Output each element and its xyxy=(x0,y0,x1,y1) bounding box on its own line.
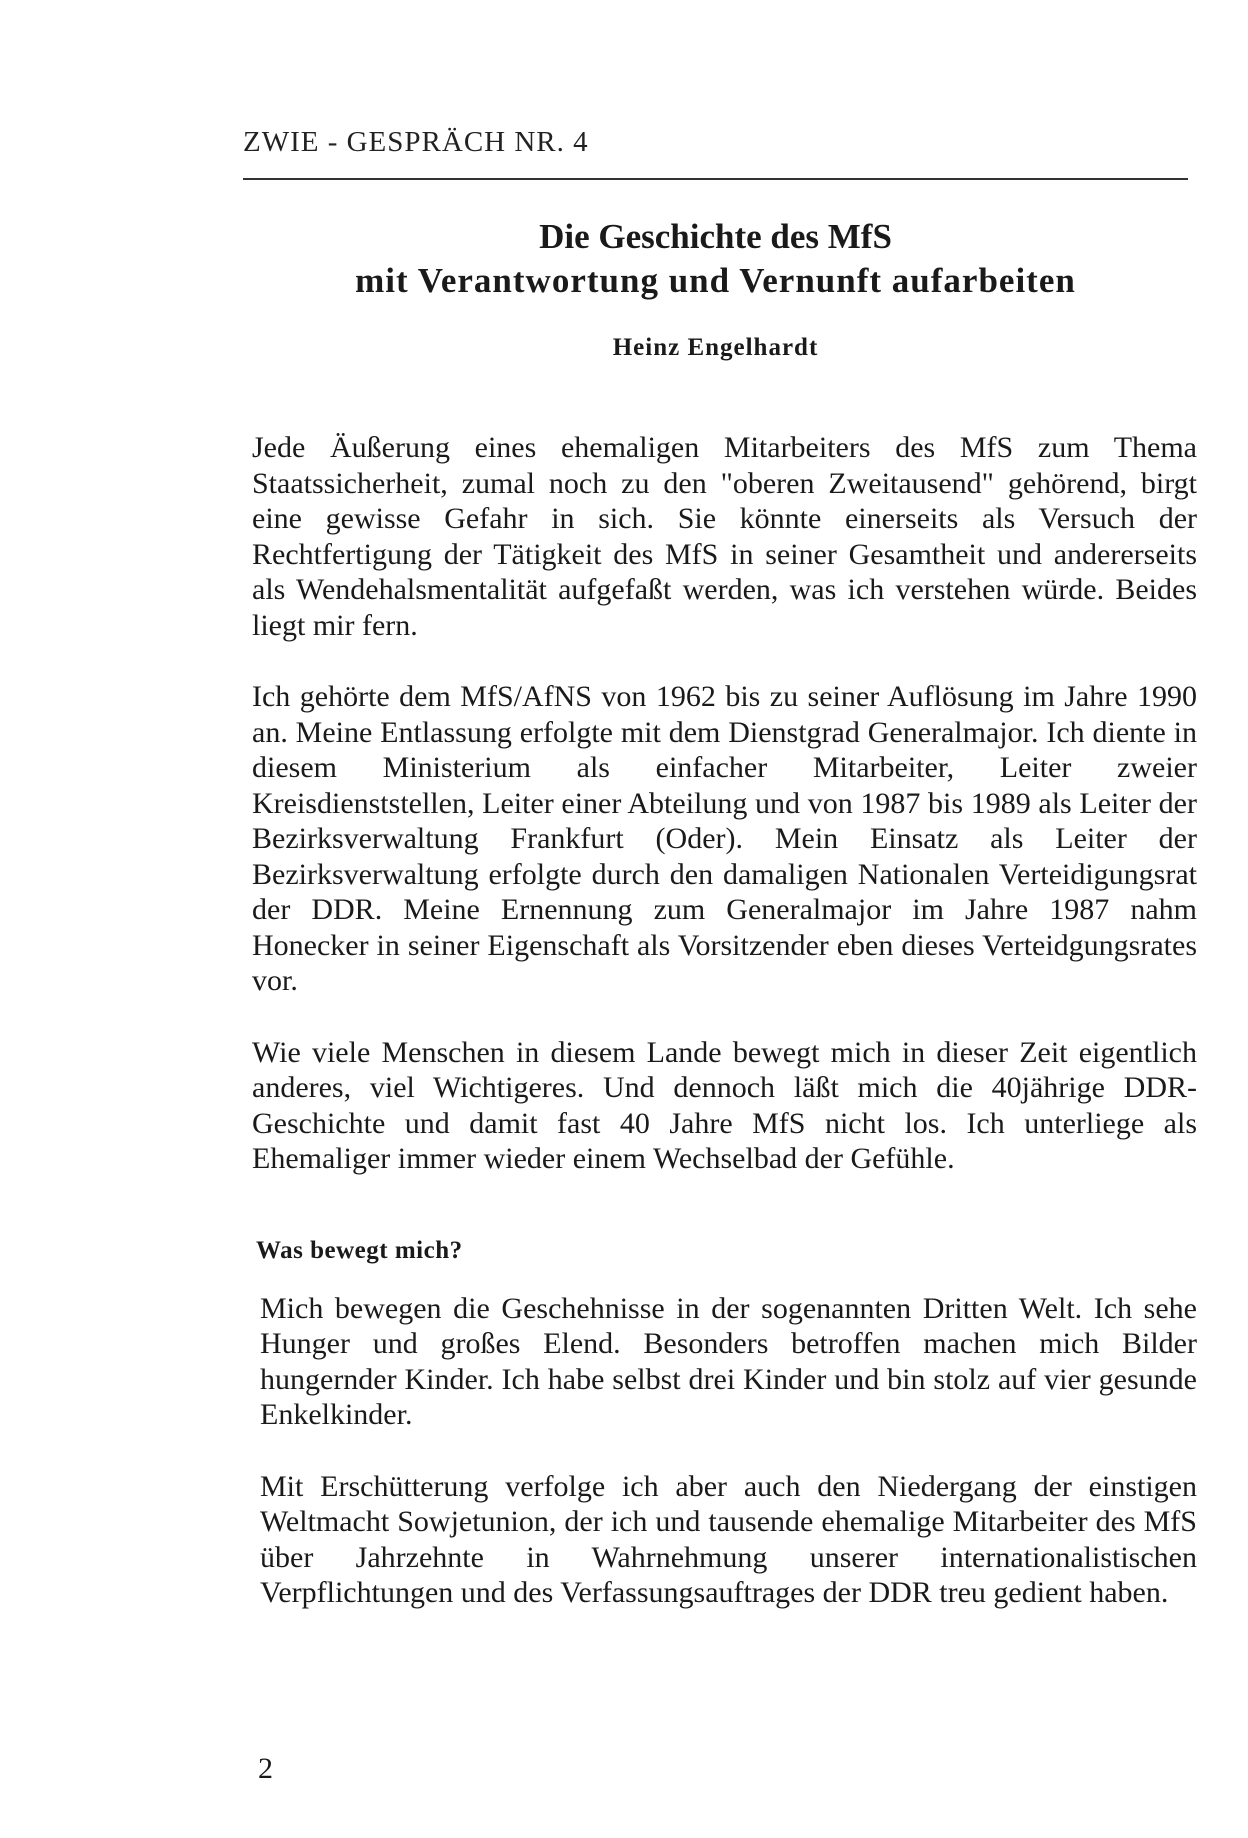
page-number: 2 xyxy=(258,1752,273,1785)
running-header: ZWIE - GESPRÄCH NR. 4 xyxy=(243,126,589,158)
paragraph: Wie viele Menschen in diesem Lande bewegt mich in dieser Zeit eigentlich anderes, viel Wichtigeres. Und dennoch läßt mich die 40jährige DDR-Geschichte und damit fast 40 Jahre MfS nicht los. Ich unterliege als Ehemaliger immer wieder einem Wechselbad der Gefühle. xyxy=(252,1035,1197,1175)
header-divider xyxy=(243,178,1188,180)
section-heading: Was bewegt mich? xyxy=(256,1236,463,1264)
author-name: Heinz Engelhardt xyxy=(612,334,819,361)
title-line-1: Die Geschichte des MfS xyxy=(539,217,892,256)
article-title xyxy=(243,215,1188,303)
paragraph: Mich bewegen die Geschehnisse in der sogenannten Dritten Welt. Ich sehe Hunger und großes Elend. Besonders betroffen machen mich Bilder hungernder Kinder. Ich habe selbst drei Kinder und bin stolz auf vier gesunde Enkelkinder. xyxy=(260,1291,1197,1431)
paragraph: Jede Äußerung eines ehemaligen Mitarbeiters des MfS zum Thema Staatssicherheit, zumal noch zu den "oberen Zweitausend" gehörend, birgt eine gewisse Gefahr in sich. Sie könnte einerseits als Versuch der Rechtfertigung der Tätigkeit des MfS in seiner Gesamtheit und andererseits als Wendehalsmentalität aufgefaßt werden, was ich verstehen würde. Beides liegt mir fern. xyxy=(252,431,1197,642)
article-body xyxy=(252,430,1197,1611)
paragraph: Mit Erschütterung verfolge ich aber auch den Niedergang der einstigen Weltmacht Sowjetunion, der ich und tausende ehemalige Mitarbeiter des MfS über Jahrzehnte in Wahrnehmung unserer internationalistischen Verpflichtungen und des Verfassungsauftrages der DDR treu gedient haben. xyxy=(260,1469,1197,1609)
paragraph: Ich gehörte dem MfS/AfNS von 1962 bis zu seiner Auflösung im Jahre 1990 an. Meine Entlassung erfolgte mit dem Dienstgrad Generalmajor. Ich diente in diesem Ministerium als einfacher Mitarbeiter, Leiter zweier Kreisdienststellen, Leiter einer Abteilung und von 1987 bis 1989 als Leiter der Bezirksverwaltung Frankfurt (Oder). Mein Einsatz als Leiter der Bezirksverwaltung erfolgte durch den damaligen Nationalen Verteidigungsrat der DDR. Meine Ernennung zum Generalmajor im Jahre 1987 nahm Honecker in seiner Eigenschaft als Vorsitzender eben dieses Verteidgungsrates vor. xyxy=(252,680,1197,997)
title-line-2: mit Verantwortung und Vernunft aufarbeiten xyxy=(355,261,1076,300)
